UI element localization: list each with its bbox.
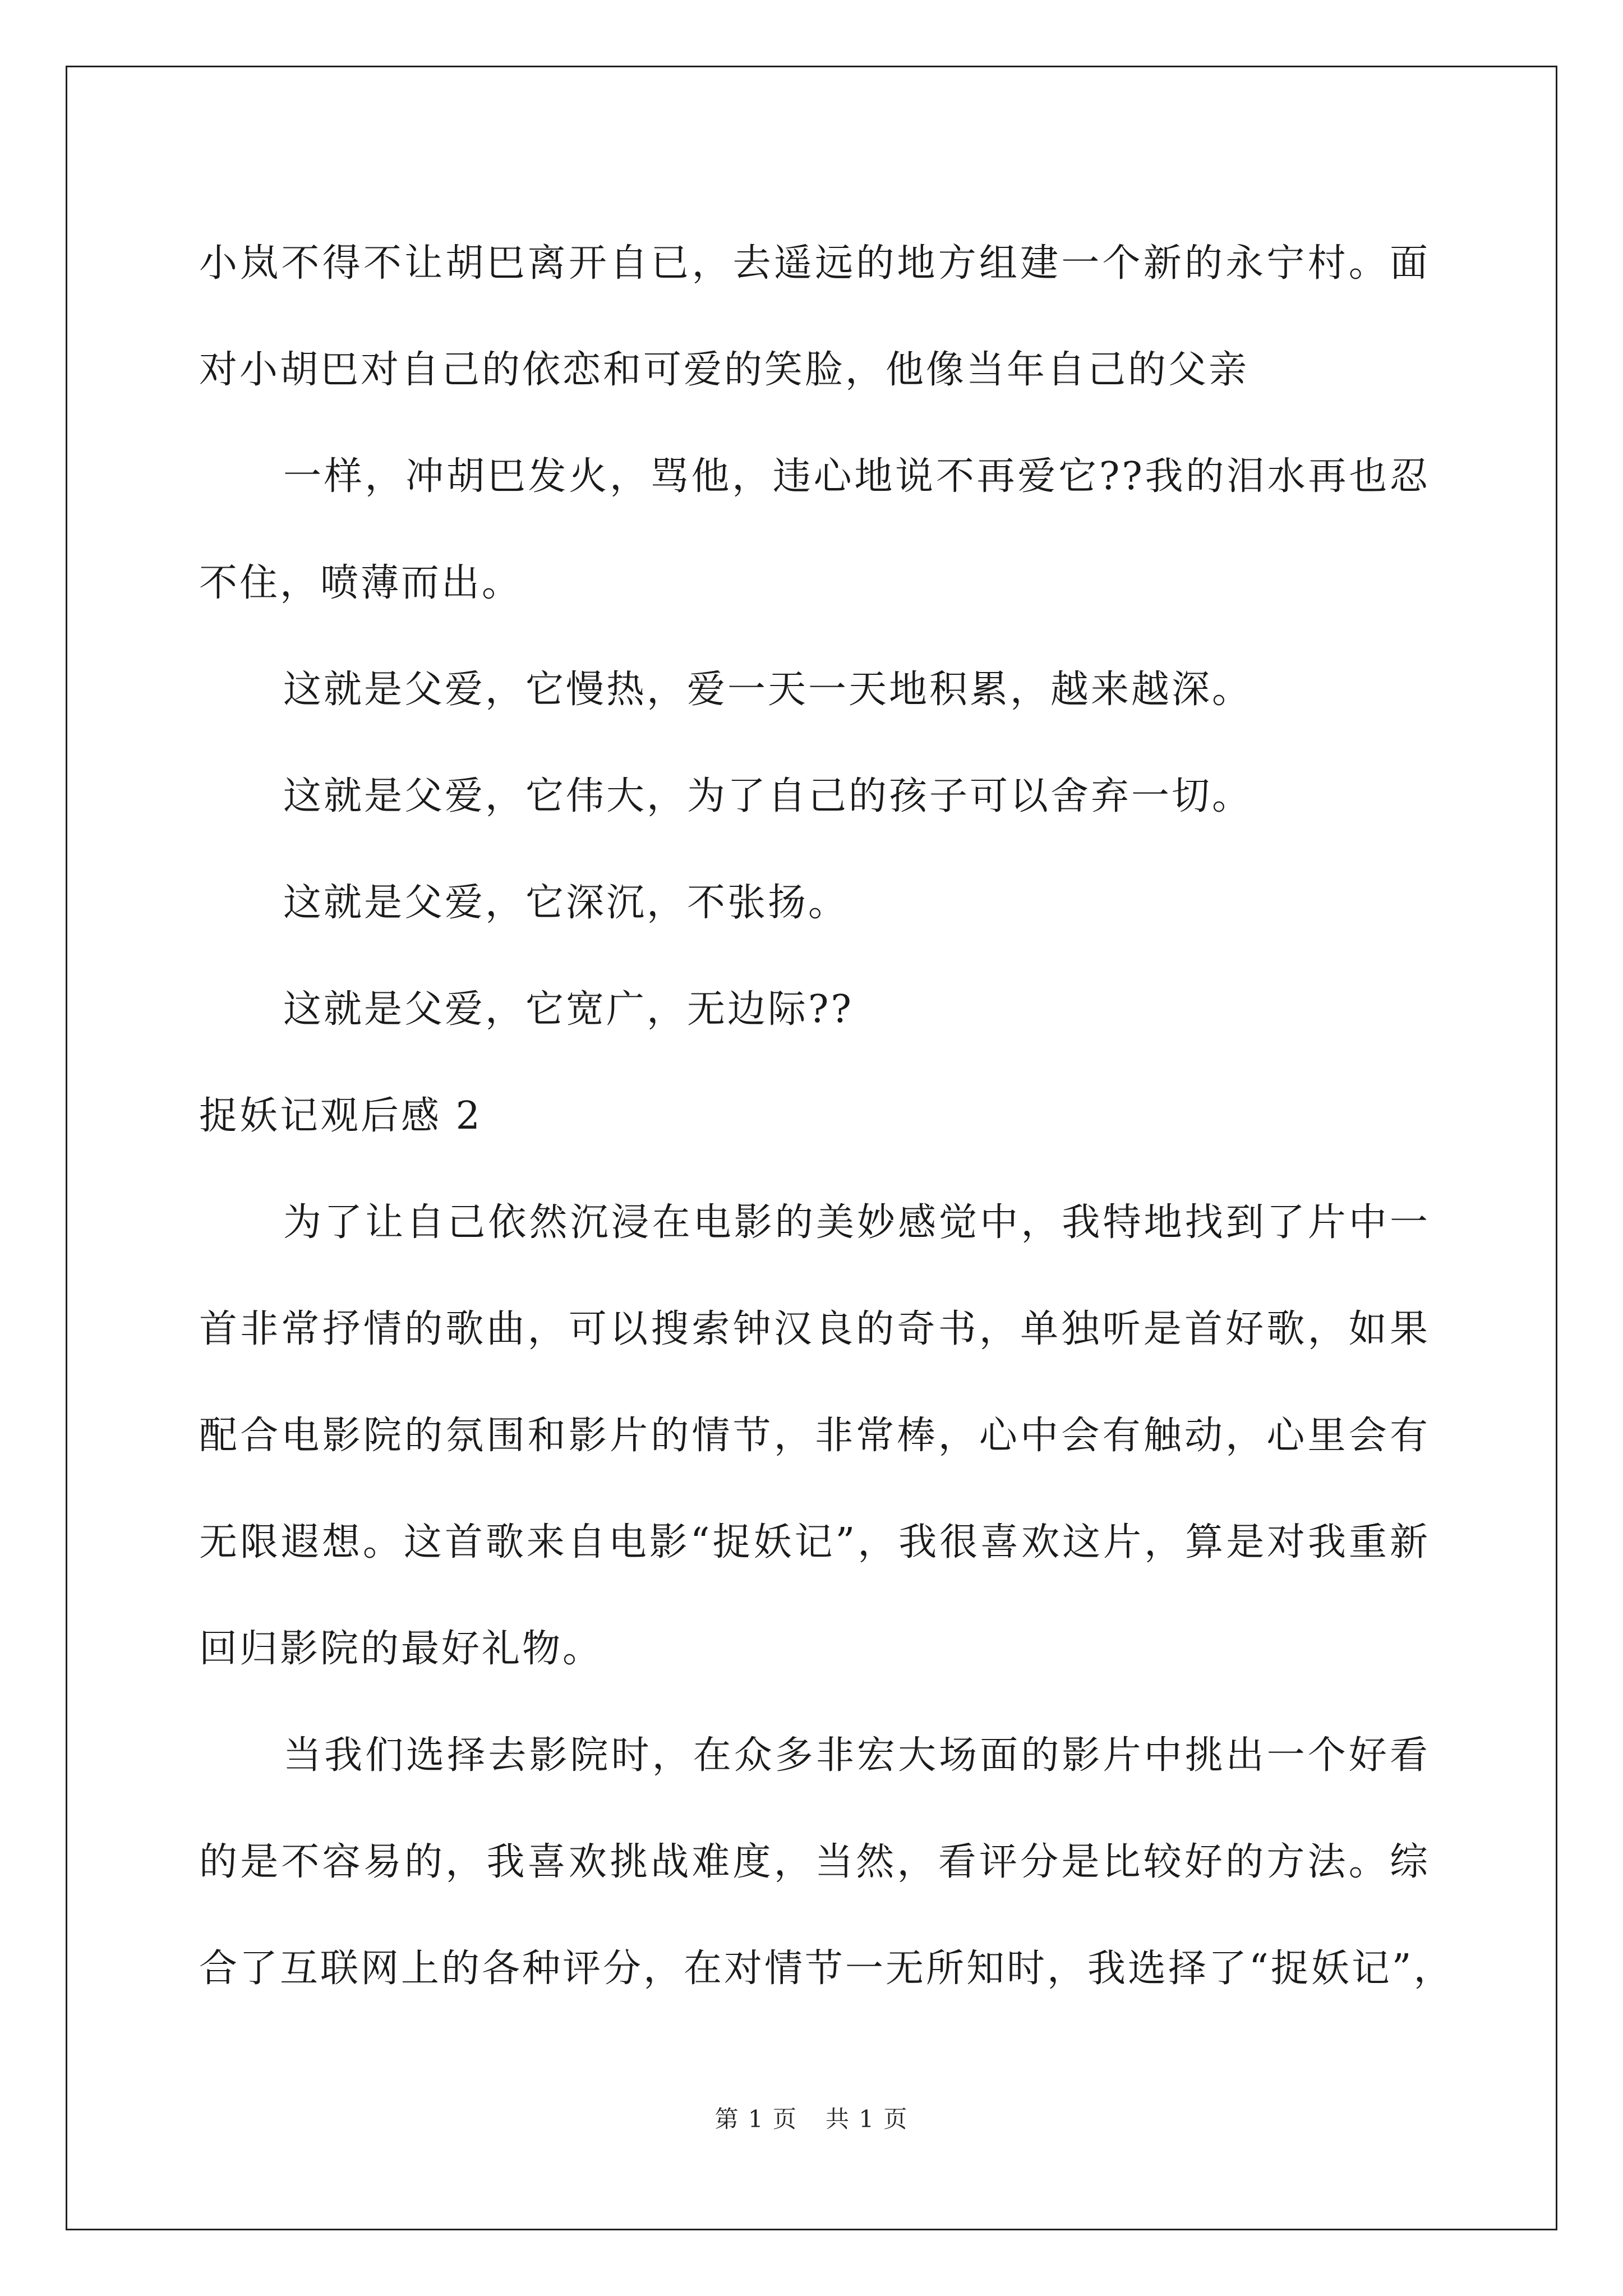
text-line: 无限遐想。这首歌来自电影“捉妖记”，我很喜欢这片，算是对我重新 <box>199 1520 1430 1565</box>
page-footer <box>0 2101 1623 2134</box>
text-line: 首非常抒情的歌曲，可以搜索钟汉良的奇书，单独听是首好歌，如果 <box>199 1307 1430 1351</box>
document-body <box>199 210 1454 2022</box>
text-line: 小岚不得不让胡巴离开自已，去遥远的地方组建一个新的永宁村。面 <box>199 241 1430 286</box>
text-line: 一样，冲胡巴发火，骂他，违心地说不再爱它??我的泪水再也忍 <box>283 454 1430 499</box>
section-heading: 捉妖记观后感 2 <box>199 1094 482 1138</box>
text-line: 不住，喷薄而出。 <box>199 561 523 605</box>
text-line: 的是不容易的，我喜欢挑战难度，当然，看评分是比较好的方法。综 <box>199 1840 1430 1884</box>
text-line: 合了互联网上的各种评分，在对情节一无所知时，我选择了“捉妖记”， <box>199 1947 1454 1991</box>
text-line: 为了让自己依然沉浸在电影的美妙感觉中，我特地找到了片中一 <box>283 1200 1430 1245</box>
text-line: 这就是父爱，它慢热，爱一天一天地积累，越来越深。 <box>283 668 1253 712</box>
text-line: 这就是父爱，它宽广，无边际?? <box>283 987 854 1032</box>
text-line: 这就是父爱，它伟大，为了自己的孩子可以舍弃一切。 <box>283 774 1253 818</box>
text-line: 当我们选择去影院时，在众多非宏大场面的影片中挑出一个好看 <box>283 1733 1430 1778</box>
text-line: 配合电影院的氛围和影片的情节，非常棒，心中会有触动，心里会有 <box>199 1414 1430 1458</box>
text-line: 这就是父爱，它深沉，不张扬。 <box>283 881 849 925</box>
text-line: 对小胡巴对自己的依恋和可爱的笑脸，他像当年自己的父亲 <box>199 348 1249 392</box>
page-total: 共 1 页 <box>826 2105 909 2133</box>
text-line: 回归影院的最好礼物。 <box>199 1627 603 1671</box>
page-number: 第 1 页 <box>714 2105 797 2133</box>
